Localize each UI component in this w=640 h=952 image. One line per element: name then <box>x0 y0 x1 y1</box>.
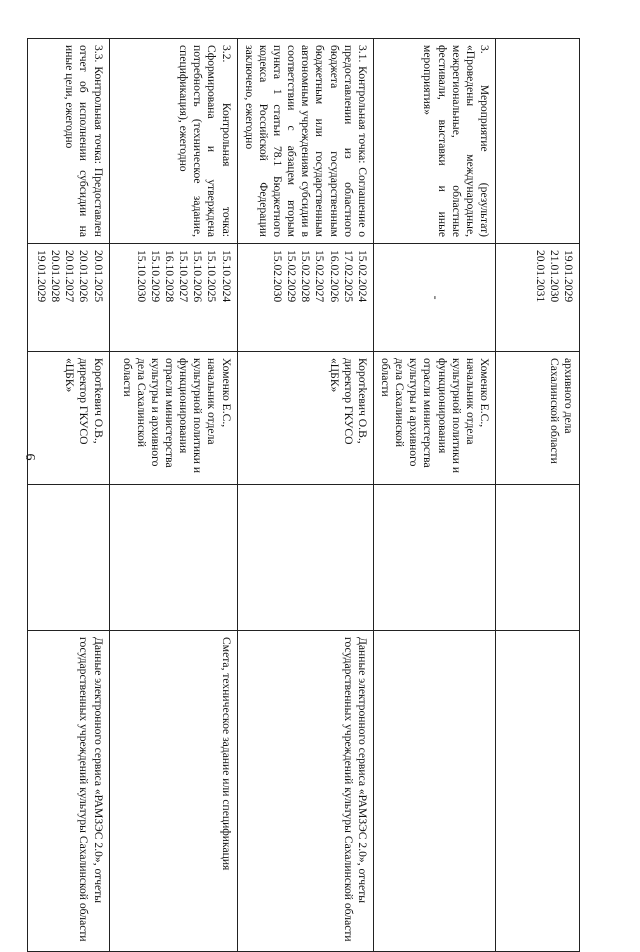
date-value: 15.10.2030 <box>134 250 148 303</box>
date-value: 15.10.2026 <box>191 250 205 303</box>
table-row <box>237 39 373 952</box>
cell-source: Данные электронного сервиса «РАМЗЭС 2.0», отчеты государственных учреждений культуры Сахалинской области <box>27 631 109 952</box>
cell-responsible: Хоменко Е.С., начальник отдела культурной политики и функционирования отрасли министерства культуры и архивного дела Сахалинской области <box>373 352 495 485</box>
cell-dates <box>27 244 109 352</box>
table-row <box>109 39 237 952</box>
date-value: 20.01.2027 <box>63 250 77 303</box>
cell-empty <box>27 485 109 631</box>
date-value: 15.02.2027 <box>313 250 327 303</box>
date-value: 15.10.2025 <box>205 250 219 303</box>
cell-dates <box>237 244 373 352</box>
table-row <box>373 39 495 952</box>
date-value: 19.01.2029 <box>35 250 49 303</box>
page-number: 6 <box>22 453 37 461</box>
date-value: 15.02.2029 <box>285 250 299 303</box>
cell-dates <box>373 244 495 352</box>
cell-source: Данные электронного сервиса «РАМЗЭС 2.0», отчеты государственных учреждений культуры Сахалинской области <box>237 631 373 952</box>
cell-responsible: архивного дела Сахалинской области <box>496 352 580 485</box>
date-value: 20.01.2026 <box>77 250 91 303</box>
table-row <box>496 39 580 952</box>
date-value: 20.01.2031 <box>533 250 547 303</box>
date-value: 15.10.2029 <box>148 250 162 303</box>
cell-empty <box>496 485 580 631</box>
cell-empty <box>373 485 495 631</box>
rotated-page-content <box>35 38 580 942</box>
date-value: 20.01.2025 <box>91 250 105 303</box>
date-value: 19.01.2029 <box>562 250 575 303</box>
cell-event <box>496 39 580 244</box>
cell-event: 3.3. Контрольная точка: Предоставлен отчет об исполнении субсидии на иные цели, ежегодно <box>27 39 109 244</box>
cell-responsible: Хоменко Е.С., начальник отдела культурной политики и функционирования отрасли министерства культуры и архивного дела Сахалинской области <box>109 352 237 485</box>
date-value: 16.02.2026 <box>327 250 341 303</box>
cell-responsible: Коротkевич О.В., директор ГКУСО «ЦБК» <box>237 352 373 485</box>
date-value: - <box>428 295 442 300</box>
cell-dates <box>109 244 237 352</box>
cell-source <box>373 631 495 952</box>
date-value: 15.10.2024 <box>219 250 233 303</box>
date-value: 15.10.2027 <box>177 250 191 303</box>
date-value: 16.10.2028 <box>163 250 177 303</box>
control-points-table <box>27 38 580 952</box>
cell-event: 3.2. Контрольная точка: Сформирована и утверждена потребность (техническое задание, спецификация), ежегодно <box>109 39 237 244</box>
cell-dates <box>496 244 580 352</box>
cell-event: 3.1. Контрольная точка: Соглашение о предоставлении из областного бюджета государственным бюджетным или государственным автономным учреждениям субсидии в соответствии с абзацем вторым пункта 1 статьи 78.1 Бюджетного кодекса Российской Федерации заключено, ежегодно <box>237 39 373 244</box>
date-value: 17.02.2025 <box>341 250 355 303</box>
table-row <box>27 39 109 952</box>
cell-responsible: Коротkевич О.В., директор ГКУСО «ЦБК» <box>27 352 109 485</box>
cell-empty <box>237 485 373 631</box>
date-value: 21.01.2030 <box>547 250 561 303</box>
cell-source: Смета, техническое задание или спецификация <box>109 631 237 952</box>
date-value: 15.02.2024 <box>355 250 369 303</box>
date-value: 15.02.2028 <box>299 250 313 303</box>
cell-source <box>496 631 580 952</box>
date-value: 15.02.2030 <box>271 250 285 303</box>
date-value: 20.01.2028 <box>49 250 63 303</box>
cell-empty <box>109 485 237 631</box>
cell-event: 3. Мероприятие (результат) «Проведены международные, межрегиональные, областные фестивали, выставки и иные мероприятия» <box>373 39 495 244</box>
